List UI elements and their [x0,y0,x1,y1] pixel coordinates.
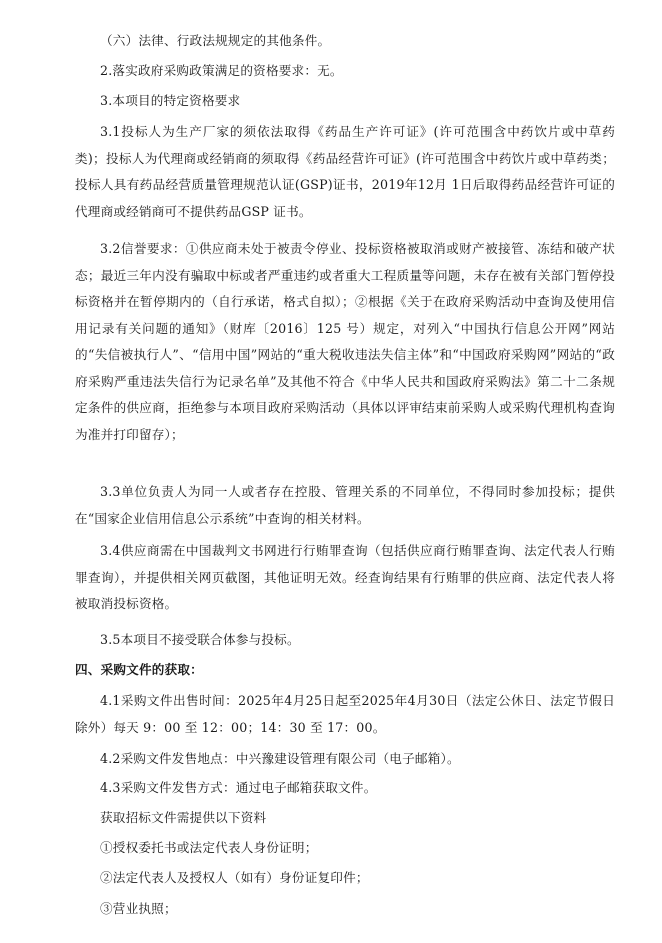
paragraph-no-consortium: 3.5本项目不接受联合体参与投标。 [100,632,300,647]
paragraph-policy-requirements: 2.落实政府采购政策满足的资格要求：无。 [100,63,343,78]
list-item-authorization: ①授权委托书或法定代表人身份证明； [100,840,318,855]
paragraph-unit-responsible: 3.3单位负责人为同一人或者存在控股、管理关系的不同单位，不得同时参加投标；提供在“国家企业信用信息公示系统”中查询的相关材料。 [75,484,615,526]
paragraph-credit-requirement: 3.2信誉要求：①供应商未处于被责令停业、投标资格被取消或财产被接管、冻结和破产状态；最近三年内没有骗取中标或者严重违约或者重大工程质量等问题，未存在被有关部门暂停投标资格并在暂停期内的（自行承诺，格式自拟）；②根据《关于在政府采购活动中查询及使用信用记录有关问题的通知》（财库〔2016〕125 号）规定，对列入“中国执行信息公开网”网站的“失信被执行人”、“信用中国”网站的“重大税收违法失信主体”和“中国政府采购网”网站的“政府采购严重违法失信行为记录名单”及其他不符合《中华人民共和国政府采购法》第二十二条规定条件的供应商，拒绝参与本项目政府采购活动（具体以评审结束前采购人或采购代理机构查询为准并打印留存）； [75,241,615,442]
paragraph-sale-time: 4.1采购文件出售时间：2025年4月25日起至2025年4月30日（法定公休日、法定节假日除外）每天 9：00 至 12：00；14：30 至 17：00。 [75,693,615,735]
list-item-business-license: ③营业执照； [100,901,177,916]
paragraph-required-materials: 获取招标文件需提供以下资料 [100,810,267,825]
paragraph-specific-requirements-title: 3.本项目的特定资格要求 [100,93,241,108]
paragraph-bribery-check: 3.4供应商需在中国裁判文书网进行行贿罪查询（包括供应商行贿罪查询、法定代表人行贿罪查询），并提供相关网页截图，其他证明无效。经查询结果有行贿罪的供应商、法定代表人将被取消投标资格。 [75,543,615,611]
paragraph-sale-method: 4.3采购文件发售方式：通过电子邮箱获取文件。 [100,780,377,795]
paragraph-sale-location: 4.2采购文件发售地点：中兴豫建设管理有限公司（电子邮箱）。 [100,751,460,766]
paragraph-license-requirement: 3.1投标人为生产厂家的须依法取得《药品生产许可证》(许可范围含中药饮片或中草药类)；投标人为代理商或经销商的须取得《药品经营许可证》(许可范围含中药饮片或中草药类；投标人具有药品经营质量管理规范认证(GSP)证书，2019年12月 1日后取得药品经营许可证的代理商或经销商可不提供药品GSP 证书。 [75,124,615,219]
paragraph-legal-conditions: （六）法律、行政法规规定的其他条件。 [100,33,331,48]
section-heading-document-acquisition: 四、采购文件的获取： [75,662,203,677]
list-item-id-copy: ②法定代表人及授权人（如有）身份证复印件； [100,870,369,885]
